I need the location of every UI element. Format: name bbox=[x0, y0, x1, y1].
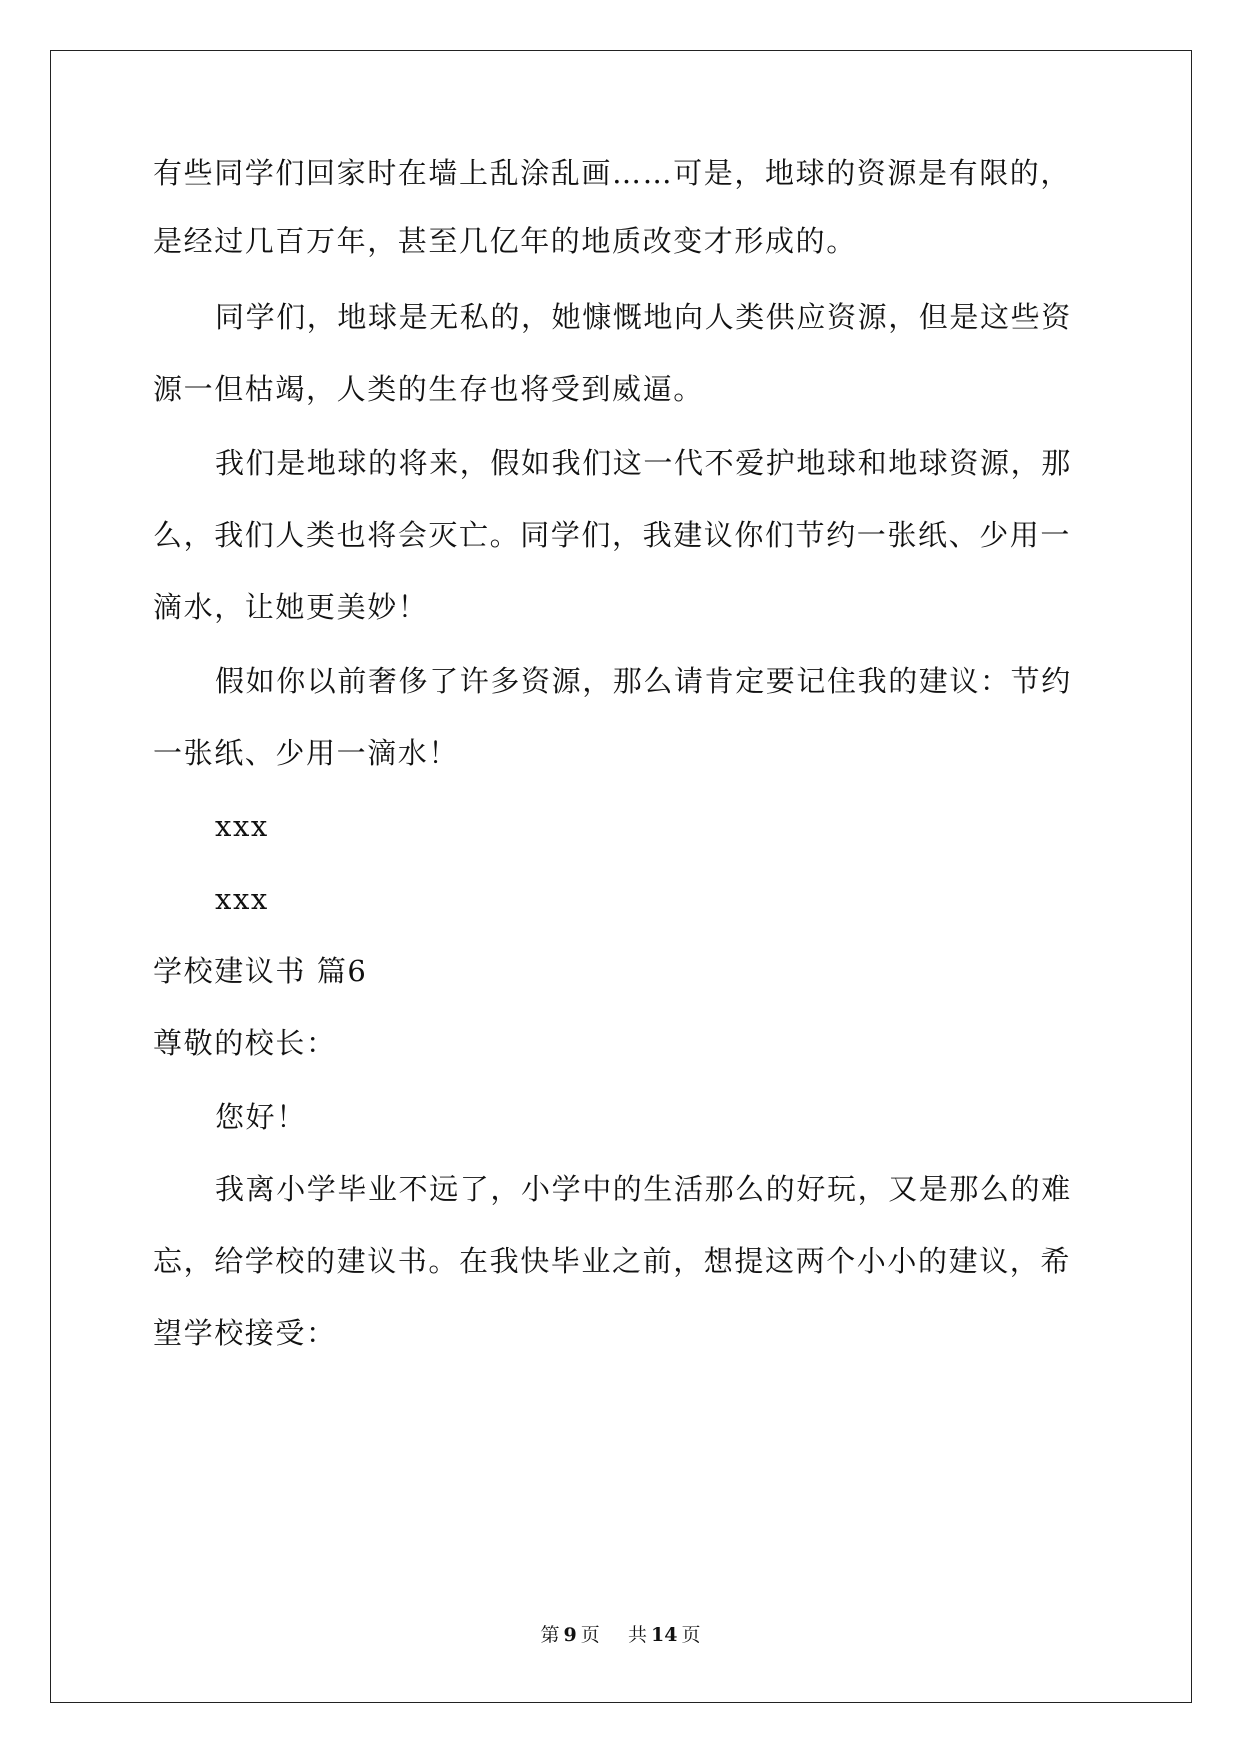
body-line-5: 我们是地球的将来，假如我们这一代不爱护地球和地球资源，那 bbox=[215, 446, 1072, 480]
body-line-8: 假如你以前奢侈了许多资源，那么请肯定要记住我的建议：节约 bbox=[215, 664, 1072, 698]
body-line-1: 有些同学们回家时在墙上乱涂乱画……可是，地球的资源是有限的， bbox=[153, 156, 1072, 190]
footer-total-prefix: 共 bbox=[627, 1624, 647, 1646]
footer-page-prefix: 第 bbox=[540, 1624, 560, 1646]
body-line-11: 忘，给学校的建议书。在我快毕业之前，想提这两个小小的建议，希 bbox=[153, 1244, 1072, 1278]
footer-total-pages: 14 bbox=[650, 1624, 678, 1646]
body-line-2: 是经过几百万年，甚至几亿年的地质改变才形成的。 bbox=[153, 224, 857, 258]
body-line-3: 同学们，地球是无私的，她慷慨地向人类供应资源，但是这些资 bbox=[215, 300, 1072, 334]
body-line-7: 滴水，让她更美妙！ bbox=[153, 590, 429, 624]
body-line-12: 望学校接受： bbox=[153, 1316, 337, 1350]
section-heading: 学校建议书 篇6 bbox=[153, 954, 368, 988]
signature-line-2: xxx bbox=[215, 882, 269, 916]
footer-page-suffix: 页 bbox=[580, 1624, 600, 1646]
footer-page-number: 9 bbox=[563, 1624, 577, 1646]
salutation: 尊敬的校长： bbox=[153, 1026, 337, 1060]
page-footer bbox=[0, 1623, 1241, 1647]
body-line-6: 么，我们人类也将会灭亡。同学们，我建议你们节约一张纸、少用一 bbox=[153, 518, 1072, 552]
body-line-4: 源一但枯竭，人类的生存也将受到威逼。 bbox=[153, 372, 704, 406]
body-line-9: 一张纸、少用一滴水！ bbox=[153, 736, 460, 770]
body-line-10: 我离小学毕业不远了，小学中的生活那么的好玩，又是那么的难 bbox=[215, 1172, 1072, 1206]
greeting: 您好！ bbox=[215, 1100, 307, 1134]
footer-total-suffix: 页 bbox=[681, 1624, 701, 1646]
signature-line-1: xxx bbox=[215, 809, 269, 843]
